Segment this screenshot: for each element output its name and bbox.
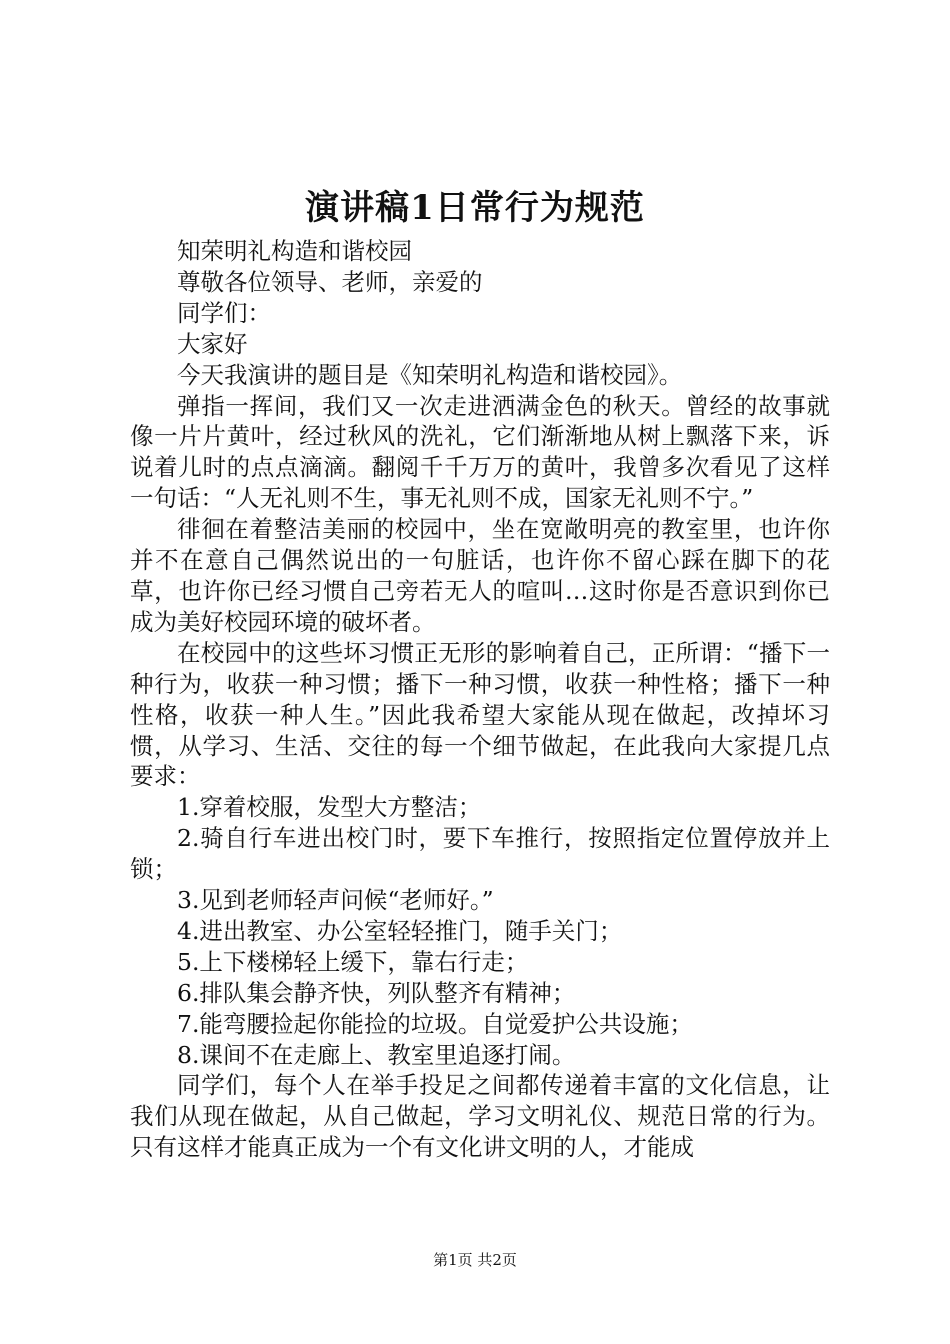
rule-item-3: 3.见到老师轻声问候“老师好。” bbox=[177, 886, 494, 915]
rule-item-5: 5.上下楼梯轻上缓下，靠右行走； bbox=[177, 947, 529, 976]
rule-item-4: 4.进出教室、办公室轻轻推门，随手关门； bbox=[177, 916, 623, 945]
paragraph-habits: 在校园中的这些坏习惯正无形的影响着自己，正所谓：“播下一种行为，收获一种习惯；播下一种习惯，收获一种性格；播下一种性格，收获一种人生。”因此我希望大家能从现在做起，改掉坏习惯，从学习、生活、交往的每一个细节做起，在此我向大家提几点要求： bbox=[130, 638, 830, 791]
document-body bbox=[130, 236, 830, 1163]
paragraph-autumn: 弹指一挥间，我们又一次走进洒满金色的秋天。曾经的故事就像一片片黄叶，经过秋风的洗礼，它们渐渐地从树上飘落下来，诉说着儿时的点点滴滴。翻阅千千万万的黄叶，我曾多次看见了这样一句话：“人无礼则不生，事无礼则不成，国家无礼则不宁。” bbox=[130, 391, 830, 513]
rule-item-8: 8.课间不在走廊上、教室里追逐打闹。 bbox=[177, 1040, 576, 1069]
paragraph-hello: 大家好 bbox=[177, 329, 248, 358]
paragraph-greeting-cont: 同学们： bbox=[177, 298, 271, 327]
rule-item-2: 2.骑自行车进出校门时，要下车推行，按照指定位置停放并上锁； bbox=[130, 824, 830, 884]
rule-item-1: 1.穿着校服，发型大方整洁； bbox=[177, 793, 482, 822]
paragraph-heading: 知荣明礼构造和谐校园 bbox=[177, 237, 412, 265]
paragraph-campus: 徘徊在着整洁美丽的校园中，坐在宽敞明亮的教室里，也许你并不在意自己偶然说出的一句脏话，也许你不留心踩在脚下的花草，也许你已经习惯自己旁若无人的喧叫…这时你是否意识到你已成为美好校园环境的破坏者。 bbox=[130, 515, 830, 636]
page-footer: 第1页 共2页 bbox=[433, 1251, 517, 1269]
paragraph-closing: 同学们，每个人在举手投足之间都传递着丰富的文化信息，让我们从现在做起，从自己做起，学习文明礼仪、规范日常的行为。只有这样才能真正成为一个有文化讲文明的人，才能成 bbox=[130, 1071, 830, 1162]
rule-item-6: 6.排队集会静齐快，列队整齐有精神； bbox=[177, 978, 576, 1007]
paragraph-greeting: 尊敬各位领导、老师，亲爱的 bbox=[177, 267, 483, 296]
paragraph-topic: 今天我演讲的题目是《知荣明礼构造和谐校园》。 bbox=[177, 360, 683, 389]
rule-item-7: 7.能弯腰捡起你能捡的垃圾。自觉爱护公共设施； bbox=[177, 1009, 693, 1038]
document-title: 演讲稿1日常行为规范 bbox=[305, 188, 645, 228]
